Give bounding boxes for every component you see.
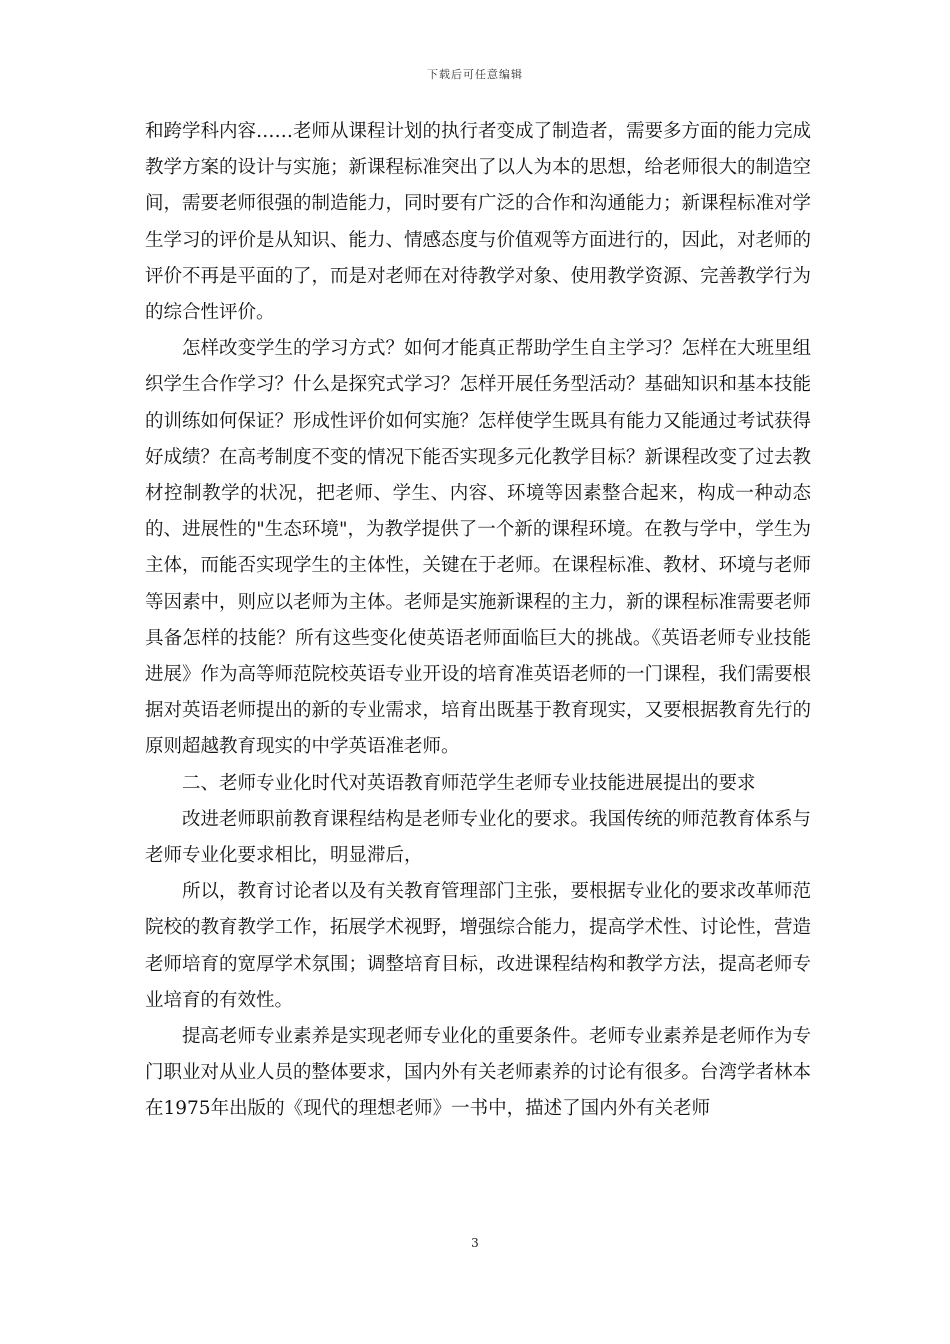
page-number: 3 [471,1236,479,1250]
paragraph-literacy: 提高老师专业素养是实现老师专业化的重要条件。老师专业素养是老师作为专门职业对从业人员的整体要求，国内外有关老师素养的讨论有很多。台湾学者林本在1975年出版的《现代的理想老师》一书中，描述了国内外有关老师 [145,1026,812,1120]
paragraph-continuation: 和跨学科内容……老师从课程计划的执行者变成了制造者，需要多方面的能力完成教学方案的设计与实施；新课程标准突出了以人为本的思想，给老师很大的制造空间，需要老师很强的制造能力，同时要有广泛的合作和沟通能力；新课程标准对学生学习的评价是从知识、能力、情感态度与价值观等方面进行的，因此，对老师的评价不再是平面的了，而是对老师在对待教学对象、使用教学资源、完善教学行为的综合性评价。 [145,121,812,324]
section-heading: 二、老师专业化时代对英语教育师范学生老师专业技能进展提出的要求 [182,772,756,794]
paragraph-questions: 怎样改变学生的学习方式？如何才能真正帮助学生自主学习？怎样在大班里组织学生合作学习？什么是探究式学习？怎样开展任务型活动？基础知识和基本技能的训练如何保证？形成性评价如何实施？怎样使学生既具有能力又能通过考试获得好成绩？在高考制度不变的情况下能否实现多元化教学目标？新课程改变了过去教材控制教学的状况，把老师、学生、内容、环境等因素整合起来，构成一种动态的、进展性的"生态环境"，为教学提供了一个新的课程环境。在教与学中，学生为主体，而能否实现学生的主体性，关键在于老师。在课程标准、教材、环境与老师等因素中，则应以老师为主体。老师是实施新课程的主力，新的课程标准需要老师具备怎样的技能？所有这些变化使英语老师面临巨大的挑战。《英语老师专业技能进展》作为高等师范院校英语专业开设的培育准英语老师的一门课程，我们需要根据对英语老师提出的新的专业需求，培育出既基于教育现实，又要根据教育先行的原则超越教育现实的中学英语准老师。 [145,338,812,758]
paragraph-curriculum: 改进老师职前教育课程结构是老师专业化的要求。我国传统的师范教育体系与老师专业化要求相比，明显滞后， [145,808,812,867]
document-body [145,114,811,1128]
page-header: 下载后可任意编辑 [427,68,523,81]
paragraph-reform: 所以，教育讨论者以及有关教育管理部门主张，要根据专业化的要求改革师范院校的教育教学工作，拓展学术视野，增强综合能力，提高学术性、讨论性，营造老师培育的宽厚学术氛围；调整培育目标，改进课程结构和教学方法，提高老师专业培育的有效性。 [145,881,812,1011]
